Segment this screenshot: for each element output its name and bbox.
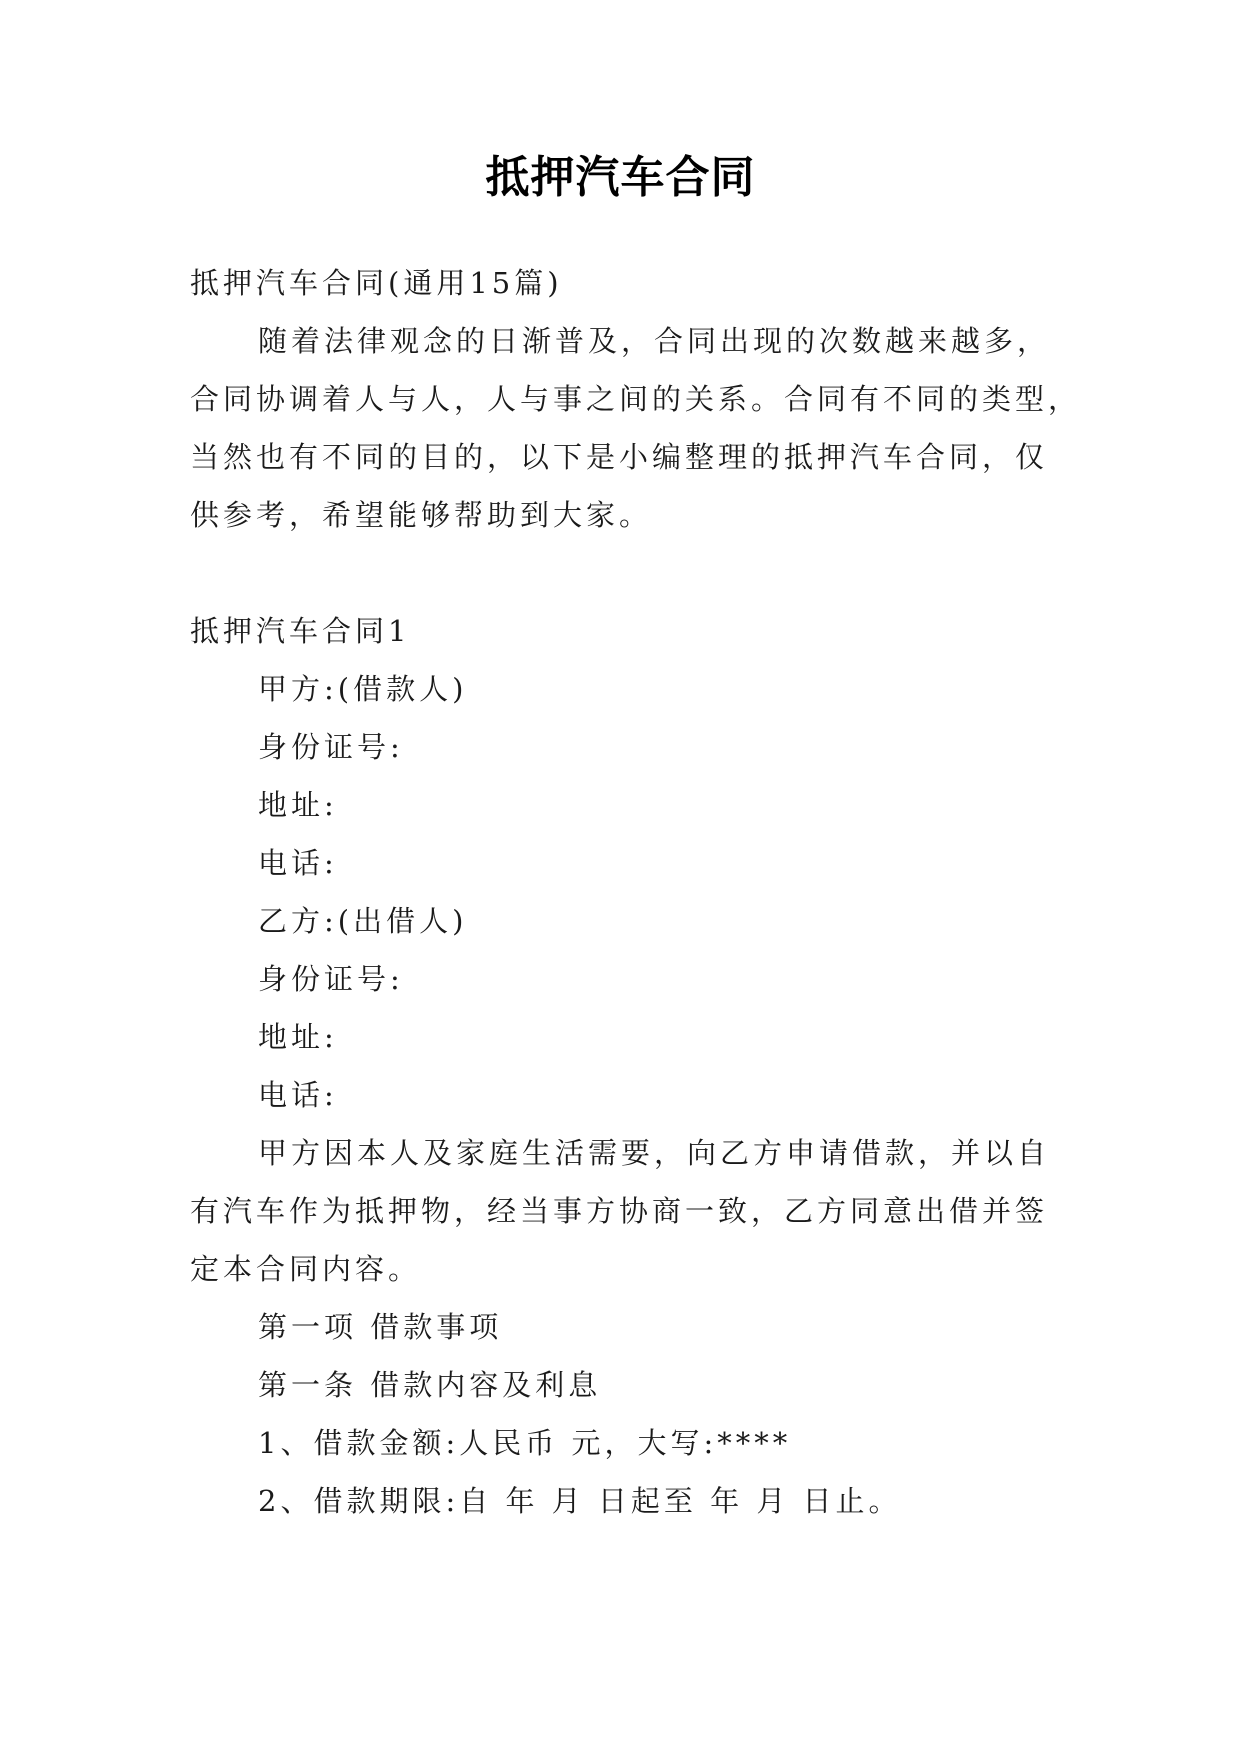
preamble-line: 定本合同内容。: [190, 1252, 422, 1286]
section-heading: 抵押汽车合同1: [190, 614, 411, 648]
party-b-phone-field: 电话:: [258, 1078, 338, 1112]
preamble-paragraph: [190, 1124, 1060, 1298]
party-b-label: 乙方:(出借人): [258, 904, 468, 938]
intro-line: 合同协调着人与人，人与事之间的关系。合同有不同的类型，: [190, 382, 1082, 416]
party-a-id-field: 身份证号:: [258, 730, 404, 764]
intro-line: 当然也有不同的目的，以下是小编整理的抵押汽车合同，仅: [190, 440, 1049, 474]
clause-loan-term: 2、借款期限:自 年 月 日起至 年 月 日止。: [258, 1484, 902, 1518]
item-heading: 第一项 借款事项: [258, 1310, 503, 1344]
document-body: [190, 254, 1082, 1530]
party-b-id-field: 身份证号:: [258, 962, 404, 996]
intro-line: 供参考，希望能够帮助到大家。: [190, 498, 653, 532]
article-heading: 第一条 借款内容及利息: [258, 1368, 602, 1402]
party-a-phone-field: 电话:: [258, 846, 338, 880]
document-title: 抵押汽车合同: [485, 152, 756, 203]
preamble-line: 有汽车作为抵押物，经当事方协商一致，乙方同意出借并签: [190, 1194, 1049, 1228]
preamble-line: 甲方因本人及家庭生活需要，向乙方申请借款，并以自: [258, 1136, 1051, 1170]
intro-line: 随着法律观念的日渐普及，合同出现的次数越来越多，: [258, 324, 1051, 358]
clause-loan-amount: 1、借款金额:人民币 元，大写:****: [258, 1426, 792, 1460]
document-subtitle: 抵押汽车合同(通用15篇): [190, 266, 563, 300]
party-b-address-field: 地址:: [258, 1020, 338, 1054]
party-a-address-field: 地址:: [258, 788, 338, 822]
intro-paragraph: [190, 312, 1082, 544]
spacer: [190, 544, 1060, 602]
party-a-label: 甲方:(借款人): [258, 672, 468, 706]
